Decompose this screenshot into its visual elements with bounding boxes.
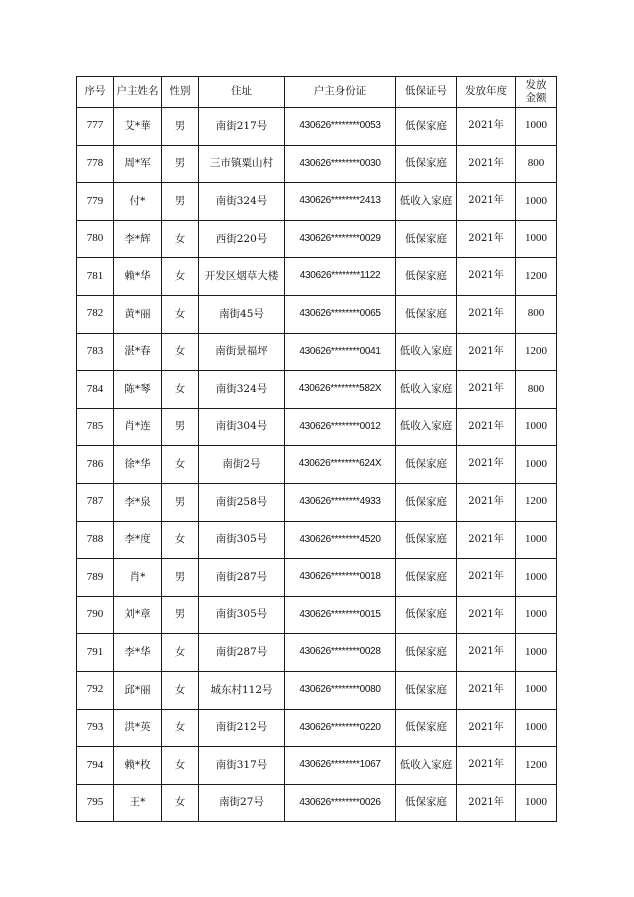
cell-amount: 1000: [516, 709, 557, 747]
header-gender: 性别: [162, 77, 199, 108]
cell-gender: 男: [162, 183, 199, 221]
table-row: [77, 371, 557, 409]
cell-amount: 1200: [516, 747, 557, 785]
cell-name: 肖*连: [114, 408, 162, 446]
cell-amount: 1000: [516, 446, 557, 484]
cell-address: 南街324号: [199, 183, 285, 221]
cell-seq: 790: [77, 596, 114, 634]
cell-amount: 1200: [516, 483, 557, 521]
cell-year: 2021年: [457, 634, 516, 672]
table-row: [77, 784, 557, 822]
cell-seq: 793: [77, 709, 114, 747]
cell-type: 低保家庭: [396, 220, 457, 258]
cell-address: 南街304号: [199, 408, 285, 446]
table-row: [77, 559, 557, 597]
cell-gender: 男: [162, 145, 199, 183]
cell-seq: 794: [77, 747, 114, 785]
cell-gender: 男: [162, 408, 199, 446]
cell-id-card: 430626********0030: [285, 145, 396, 183]
cell-year: 2021年: [457, 446, 516, 484]
table-row: [77, 747, 557, 785]
header-year: 发放年度: [457, 77, 516, 108]
cell-gender: 女: [162, 446, 199, 484]
cell-gender: 女: [162, 333, 199, 371]
cell-name: 李*辉: [114, 220, 162, 258]
table-body: [77, 108, 557, 822]
cell-year: 2021年: [457, 521, 516, 559]
cell-id-card: 430626********1122: [285, 258, 396, 296]
cell-id-card: 430626********0012: [285, 408, 396, 446]
cell-type: 低收入家庭: [396, 333, 457, 371]
cell-year: 2021年: [457, 671, 516, 709]
cell-gender: 女: [162, 295, 199, 333]
cell-name: 陈*琴: [114, 371, 162, 409]
cell-name: 付*: [114, 183, 162, 221]
cell-amount: 1000: [516, 596, 557, 634]
cell-seq: 788: [77, 521, 114, 559]
table-row: [77, 183, 557, 221]
cell-gender: 女: [162, 258, 199, 296]
cell-name: 邱*丽: [114, 671, 162, 709]
cell-amount: 1000: [516, 183, 557, 221]
cell-year: 2021年: [457, 559, 516, 597]
cell-year: 2021年: [457, 596, 516, 634]
cell-seq: 787: [77, 483, 114, 521]
cell-year: 2021年: [457, 220, 516, 258]
cell-amount: 1000: [516, 220, 557, 258]
cell-year: 2021年: [457, 258, 516, 296]
cell-seq: 779: [77, 183, 114, 221]
cell-type: 低保家庭: [396, 295, 457, 333]
cell-id-card: 430626********0028: [285, 634, 396, 672]
cell-seq: 780: [77, 220, 114, 258]
cell-gender: 女: [162, 671, 199, 709]
cell-amount: 1000: [516, 784, 557, 822]
cell-year: 2021年: [457, 295, 516, 333]
cell-name: 艾*華: [114, 108, 162, 146]
cell-id-card: 430626********2413: [285, 183, 396, 221]
cell-name: 黄*丽: [114, 295, 162, 333]
cell-id-card: 430626********4520: [285, 521, 396, 559]
table-row: [77, 634, 557, 672]
cell-amount: 1200: [516, 333, 557, 371]
cell-year: 2021年: [457, 784, 516, 822]
cell-id-card: 430626********0015: [285, 596, 396, 634]
table-row: [77, 521, 557, 559]
cell-gender: 男: [162, 108, 199, 146]
cell-address: 开发区烟草大楼: [199, 258, 285, 296]
cell-seq: 792: [77, 671, 114, 709]
cell-type: 低保家庭: [396, 559, 457, 597]
cell-seq: 795: [77, 784, 114, 822]
cell-address: 西街220号: [199, 220, 285, 258]
cell-amount: 1000: [516, 408, 557, 446]
cell-address: 三市镇粟山村: [199, 145, 285, 183]
cell-id-card: 430626********0065: [285, 295, 396, 333]
cell-name: 赖*华: [114, 258, 162, 296]
cell-seq: 782: [77, 295, 114, 333]
cell-id-card: 430626********1067: [285, 747, 396, 785]
cell-id-card: 430626********0220: [285, 709, 396, 747]
cell-name: 李*度: [114, 521, 162, 559]
cell-name: 肖*: [114, 559, 162, 597]
cell-year: 2021年: [457, 333, 516, 371]
cell-id-card: 430626********0053: [285, 108, 396, 146]
table-row: [77, 596, 557, 634]
cell-address: 南街305号: [199, 596, 285, 634]
cell-amount: 1200: [516, 258, 557, 296]
cell-gender: 女: [162, 521, 199, 559]
cell-seq: 786: [77, 446, 114, 484]
cell-type: 低保家庭: [396, 596, 457, 634]
cell-gender: 女: [162, 220, 199, 258]
cell-amount: 1000: [516, 521, 557, 559]
header-address: 住址: [199, 77, 285, 108]
cell-address: 南街2号: [199, 446, 285, 484]
cell-amount: 1000: [516, 559, 557, 597]
cell-amount: 1000: [516, 671, 557, 709]
table-row: [77, 108, 557, 146]
cell-address: 城东村112号: [199, 671, 285, 709]
header-seq: 序号: [77, 77, 114, 108]
cell-name: 赖*枚: [114, 747, 162, 785]
table-row: [77, 145, 557, 183]
cell-seq: 783: [77, 333, 114, 371]
cell-name: 周*军: [114, 145, 162, 183]
cell-amount: 1000: [516, 634, 557, 672]
cell-year: 2021年: [457, 183, 516, 221]
cell-id-card: 430626********0029: [285, 220, 396, 258]
cell-seq: 791: [77, 634, 114, 672]
cell-address: 南街287号: [199, 559, 285, 597]
cell-type: 低保家庭: [396, 145, 457, 183]
cell-type: 低保家庭: [396, 108, 457, 146]
cell-address: 南街317号: [199, 747, 285, 785]
cell-address: 南街27号: [199, 784, 285, 822]
table-row: [77, 446, 557, 484]
cell-address: 南街212号: [199, 709, 285, 747]
cell-gender: 女: [162, 634, 199, 672]
cell-id-card: 430626********4933: [285, 483, 396, 521]
cell-name: 刘*章: [114, 596, 162, 634]
cell-name: 湛*春: [114, 333, 162, 371]
cell-year: 2021年: [457, 747, 516, 785]
cell-id-card: 430626********0080: [285, 671, 396, 709]
cell-address: 南街287号: [199, 634, 285, 672]
cell-id-card: 430626********624X: [285, 446, 396, 484]
cell-type: 低保家庭: [396, 258, 457, 296]
cell-address: 南街45号: [199, 295, 285, 333]
cell-type: 低保家庭: [396, 709, 457, 747]
cell-seq: 781: [77, 258, 114, 296]
cell-type: 低保家庭: [396, 671, 457, 709]
cell-name: 王*: [114, 784, 162, 822]
cell-amount: 800: [516, 371, 557, 409]
cell-gender: 女: [162, 747, 199, 785]
cell-year: 2021年: [457, 108, 516, 146]
cell-type: 低收入家庭: [396, 747, 457, 785]
header-id-card: 户主身份证: [285, 77, 396, 108]
cell-year: 2021年: [457, 145, 516, 183]
cell-type: 低保家庭: [396, 634, 457, 672]
header-row: [77, 77, 557, 108]
cell-id-card: 430626********0026: [285, 784, 396, 822]
cell-address: 南街324号: [199, 371, 285, 409]
cell-type: 低保家庭: [396, 483, 457, 521]
cell-seq: 784: [77, 371, 114, 409]
cell-id-card: 430626********0041: [285, 333, 396, 371]
table-header: [77, 77, 557, 108]
table-row: [77, 258, 557, 296]
cell-gender: 男: [162, 483, 199, 521]
table-row: [77, 220, 557, 258]
cell-type: 低保家庭: [396, 784, 457, 822]
cell-amount: 1000: [516, 108, 557, 146]
cell-name: 徐*华: [114, 446, 162, 484]
table-row: [77, 408, 557, 446]
cell-year: 2021年: [457, 408, 516, 446]
cell-seq: 785: [77, 408, 114, 446]
cell-gender: 男: [162, 559, 199, 597]
cell-type: 低收入家庭: [396, 408, 457, 446]
cell-name: 李*泉: [114, 483, 162, 521]
header-amount: 发放 金额: [516, 77, 557, 108]
subsidy-roster-table: [76, 76, 557, 822]
cell-name: 洪*英: [114, 709, 162, 747]
cell-id-card: 430626********582X: [285, 371, 396, 409]
cell-type: 低保家庭: [396, 521, 457, 559]
cell-id-card: 430626********0018: [285, 559, 396, 597]
table-row: [77, 709, 557, 747]
cell-gender: 女: [162, 709, 199, 747]
cell-year: 2021年: [457, 371, 516, 409]
cell-gender: 男: [162, 596, 199, 634]
cell-gender: 女: [162, 784, 199, 822]
cell-amount: 800: [516, 295, 557, 333]
table-row: [77, 333, 557, 371]
cell-gender: 女: [162, 371, 199, 409]
table-row: [77, 671, 557, 709]
cell-name: 李*华: [114, 634, 162, 672]
cell-seq: 789: [77, 559, 114, 597]
cell-type: 低收入家庭: [396, 371, 457, 409]
cell-address: 南街305号: [199, 521, 285, 559]
cell-type: 低收入家庭: [396, 183, 457, 221]
cell-year: 2021年: [457, 709, 516, 747]
cell-seq: 778: [77, 145, 114, 183]
cell-address: 南街258号: [199, 483, 285, 521]
cell-address: 南街景福坪: [199, 333, 285, 371]
header-type: 低保证号: [396, 77, 457, 108]
table-row: [77, 295, 557, 333]
cell-amount: 800: [516, 145, 557, 183]
cell-type: 低保家庭: [396, 446, 457, 484]
cell-address: 南街217号: [199, 108, 285, 146]
cell-seq: 777: [77, 108, 114, 146]
table-row: [77, 483, 557, 521]
cell-year: 2021年: [457, 483, 516, 521]
header-name: 户主姓名: [114, 77, 162, 108]
